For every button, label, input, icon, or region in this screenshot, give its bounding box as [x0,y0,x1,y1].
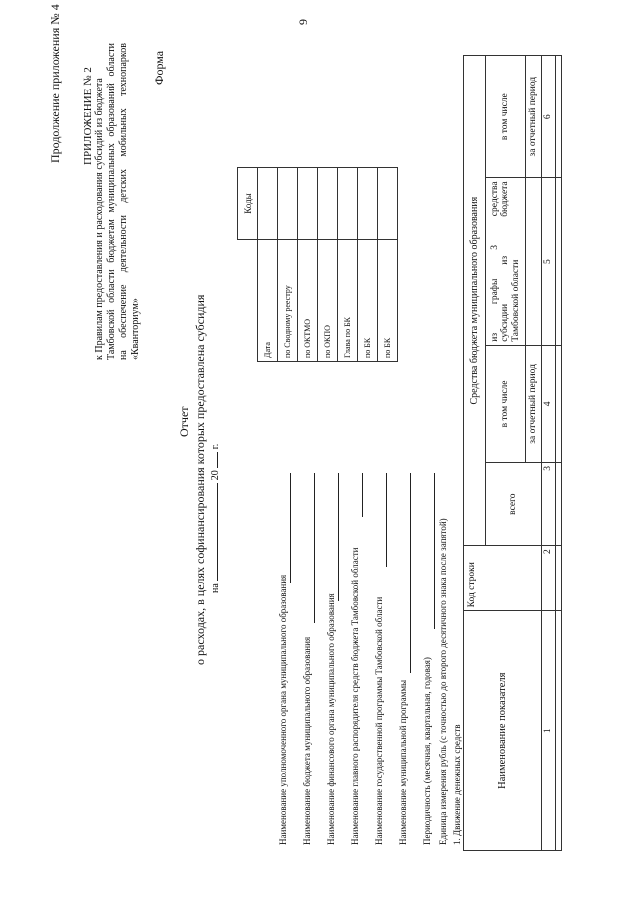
continuation-title: Продолжение приложения № 4 [48,4,62,163]
col-number: 2 [542,546,556,611]
appendix-text [94,43,142,360]
codes-row-label: по ОКТМО [298,240,318,362]
table-row-cell [556,178,562,345]
table-row-cell [556,463,562,546]
appendix-line-1: к Правилам предоставления и расходования субсидий из бюджета [94,78,105,360]
col-number: 5 [542,178,556,345]
codes-row-value[interactable] [378,168,398,240]
appendix-title: ПРИЛОЖЕНИЕ № 2 [82,67,94,165]
codes-row-label: по БК [358,240,378,362]
field-authority: Наименование уполномоченного органа муниципального образования [278,574,288,845]
date-year: 20 [210,470,221,481]
date-prefix: на [210,583,221,593]
codes-row-value[interactable] [278,168,298,240]
codes-header: Коды [238,168,258,240]
report-date-line [210,444,221,593]
table-row-cell [556,56,562,178]
codes-row-label: по БК [378,240,398,362]
col-incl-2: в том числе [486,56,526,178]
col-indicator-name: Наименование показателя [464,611,542,851]
col-subsidy-line-1: из графы 3 средства [489,181,500,342]
codes-empty-header [238,240,258,362]
codes-row-label: по ОКПО [318,240,338,362]
report-subtitle: о расходах, в целях софинансирования которых предоставлена субсидия [193,294,207,665]
col-number: 3 [542,463,556,546]
date-suffix: г. [210,443,221,450]
unit-text: Единица измерения рубль (с точностью до второго десятичного знака после запятой) [438,518,448,845]
col-subsidy [486,178,526,345]
codes-row-label: Дата [258,240,278,362]
movement-table [463,55,562,851]
field-finance-body: Наименование финансового органа муниципального образования [326,593,336,845]
col-number: 6 [542,56,556,178]
appendix-line-3: на обеспечение деятельности детских мобильных технопарков [118,43,129,360]
report-title: Отчет [177,406,191,437]
field-budget: Наименование бюджета муниципального образования [302,636,312,845]
col-subsidy-line-2: субсидии из бюджета [500,181,511,342]
col-subsidy-line-3: Тамбовской области [510,259,521,342]
col-period-empty [526,178,542,345]
form-label: Форма [152,50,166,85]
appendix-line-4: «Кванториум» [130,298,141,360]
codes-row-label: по Сводному реестру [278,240,298,362]
field-periodicity: Периодичность (месячная, квартальная, годовая) [422,657,432,845]
appendix-line-2: Тамбовской области бюджетам муниципальных образований области [106,43,117,360]
codes-row-label: Глава по БК [338,240,358,362]
col-row-code [464,546,542,611]
page-number: 9 [296,19,310,25]
codes-table [237,167,398,362]
codes-row-value[interactable] [298,168,318,240]
codes-row-value[interactable] [358,168,378,240]
field-municipal-program: Наименование муниципальной программы [398,679,408,845]
field-state-program: Наименование государственной программы Тамбовской области [374,596,384,845]
table-row-cell [556,611,562,851]
section-title: 1. Движение денежных средств [452,724,462,845]
table-row-cell [556,546,562,611]
col-period-2: за отчетный период [526,56,542,178]
group-header: Средства бюджета муниципального образования [464,56,486,546]
col-number: 4 [542,345,556,462]
col-period: за отчетный период [526,345,542,462]
col-number: 1 [542,611,556,851]
table-row-cell [556,345,562,462]
col-row-code-label: Код строки [467,562,477,608]
field-main-manager: Наименование главного распорядителя средств бюджета Тамбовской области [350,547,360,845]
col-incl: в том числе [486,345,526,462]
codes-row-value[interactable] [338,168,358,240]
codes-row-value[interactable] [318,168,338,240]
codes-row-value[interactable] [258,168,278,240]
col-total: всего [486,463,542,546]
